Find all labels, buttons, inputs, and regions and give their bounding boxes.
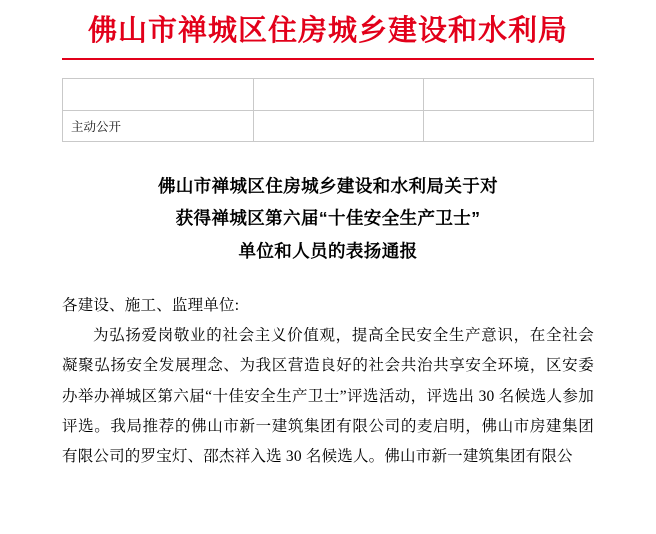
document-title-line: 获得禅城区第六届“十佳安全生产卫士” — [175, 208, 481, 229]
table-cell — [63, 78, 254, 110]
masthead-title: 佛山市禅城区住房城乡建设和水利局 — [87, 15, 568, 47]
body-paragraph: 为弘扬爱岗敬业的社会主义价值观，提高全民安全生产意识，在全社会凝聚弘扬安全发展理念、为我区营造良好的社会共治共享安全环境，区安委办举办禅城区第六届“十佳安全生产卫士”评选活动，评选出 30 名候选人参加评选。我局推荐的佛山市新一建筑集团有限公司的麦启明，佛山市房建集团有限公司的罗宝灯、邵杰祥入选 30 名候选人。佛山市新一建筑集团有限公 — [62, 327, 594, 466]
document-body — [62, 291, 594, 472]
table-cell — [424, 78, 594, 110]
table-cell — [254, 78, 424, 110]
masthead — [62, 0, 594, 62]
salutation: 各建设、施工、监理单位: — [62, 296, 240, 314]
table-cell — [424, 110, 594, 141]
document-title-line: 佛山市禅城区住房城乡建设和水利局关于对 — [157, 175, 499, 196]
masthead-divider — [62, 58, 594, 60]
table-row — [63, 110, 594, 141]
document-title-line: 单位和人员的表扬通报 — [238, 240, 418, 261]
document-title — [62, 170, 594, 267]
table-cell-disclosure-type: 主动公开 — [63, 110, 254, 141]
table-cell — [254, 110, 424, 141]
document-info-table — [62, 78, 594, 142]
table-row — [63, 78, 594, 110]
